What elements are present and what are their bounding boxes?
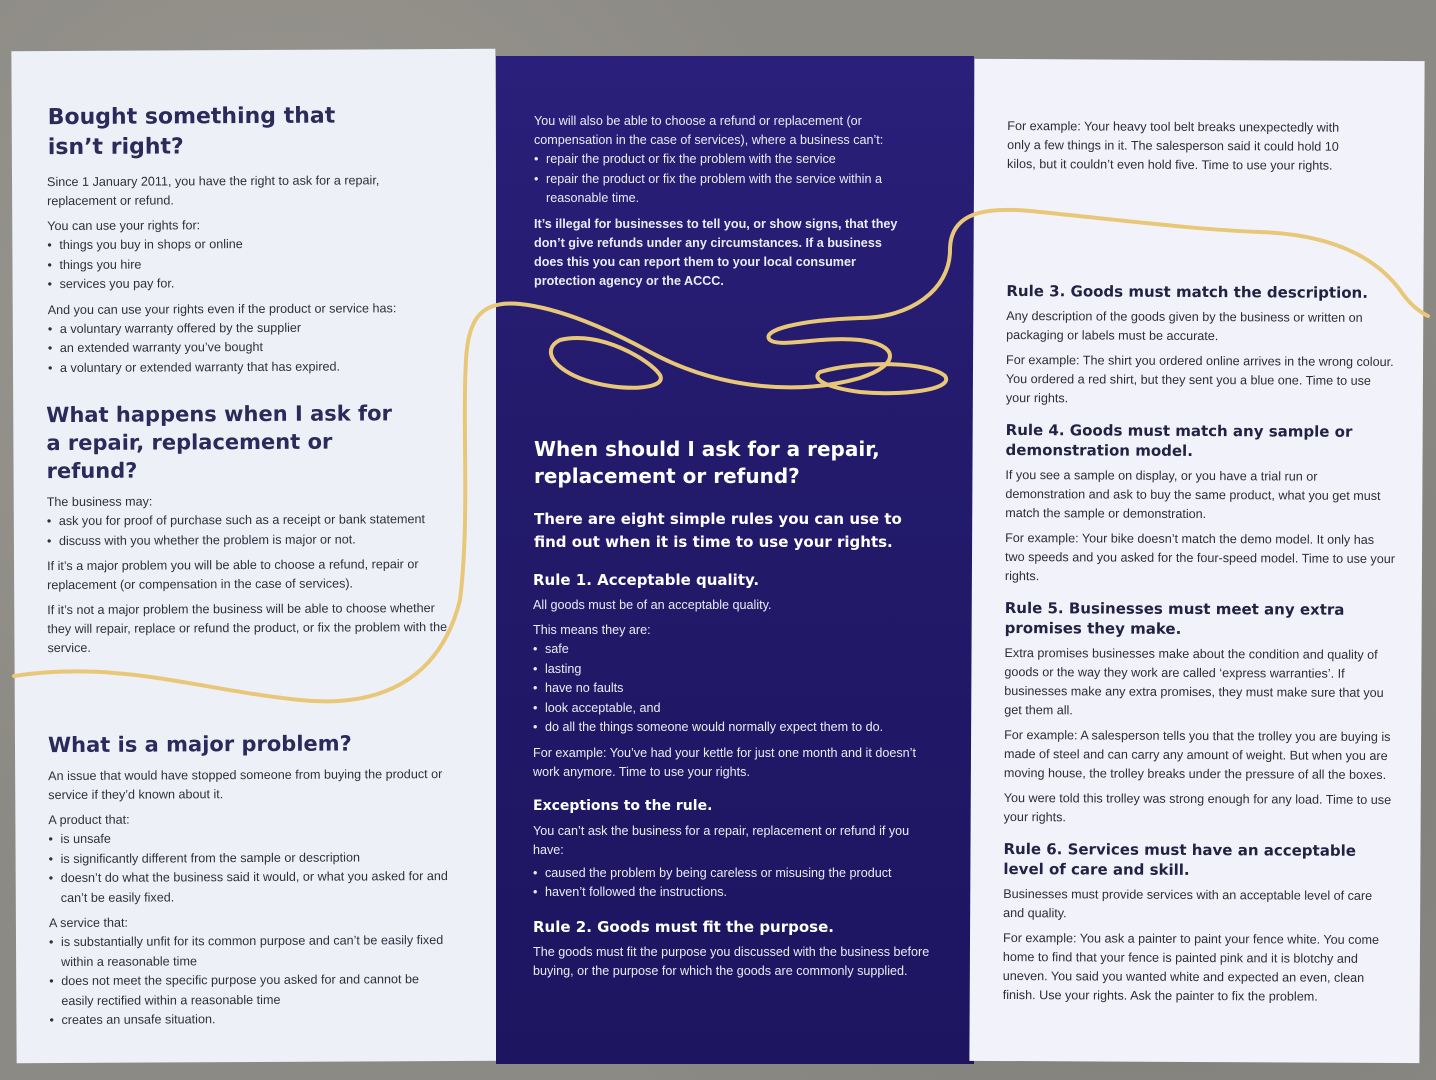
major-problem-text: If it’s a major problem you will be able to choose a refund, repair or replacement (or compensation in the case of services). xyxy=(47,557,419,593)
refund-choice-text: You will also be able to choose a refund or replacement (or compensation in the case of services), where a business can’t: xyxy=(534,114,884,147)
service-list xyxy=(49,931,450,1031)
rule-6-heading: Rule 6. Services must have an acceptable level of care and skill. xyxy=(1003,839,1356,879)
list-item: • caused the problem by being careless or misusing the product xyxy=(533,864,933,884)
exceptions-heading: Exceptions to the rule. xyxy=(533,797,713,814)
list-item: • is unsafe xyxy=(48,828,448,850)
exceptions-list xyxy=(533,864,933,903)
list-item: • lasting xyxy=(533,660,933,680)
warranty-text: And you can use your rights even if the product or service has: xyxy=(47,300,397,317)
rights-for-list xyxy=(47,234,447,295)
list-item: • creates an unsafe situation. xyxy=(49,1009,449,1031)
heading-when-should: When should I ask for a repair, replacement or refund? xyxy=(534,437,880,488)
middle-panel xyxy=(496,56,974,1064)
list-item: • is significantly different from the sample or description xyxy=(49,847,449,869)
rights-for-text: You can use your rights for: xyxy=(47,218,201,234)
list-item: • repair the product or fix the problem with the service within a reasonable time. xyxy=(534,170,914,209)
description-text: Any description of the goods given by the business or written on packaging or labels must be accurate. xyxy=(1006,308,1363,344)
warranty-list xyxy=(48,317,448,378)
trolley-example-text: For example: A salesperson tells you that the trolley you are buying is made of steel and can carry any amount of weight. But when you are moving house, the trolley breaks under the pressure of all the boxes. xyxy=(1003,727,1391,782)
means-text: This means they are: xyxy=(533,623,651,637)
rule-4-heading: Rule 4. Goods must match any sample or demonstration model. xyxy=(1005,420,1353,460)
rule-2-heading: Rule 2. Goods must fit the purpose. xyxy=(533,917,834,936)
list-item: • things you hire xyxy=(47,253,447,275)
list-item: • look acceptable, and xyxy=(533,699,933,719)
business-may-list xyxy=(47,510,457,551)
rule-3-heading: Rule 3. Goods must match the description. xyxy=(1006,281,1368,302)
heading-what-happens: What happens when I ask for a repair, replacement or refund? xyxy=(46,401,392,484)
acceptable-quality-text: All goods must be of an acceptable quality. xyxy=(533,598,772,612)
right-panel xyxy=(969,59,1424,1063)
major-definition-text: An issue that would have stopped someone from buying the product or service if they’d known about it. xyxy=(48,767,443,803)
trolley-load-text: You were told this trolley was strong enough for any load. Time to use your rights. xyxy=(1003,790,1392,825)
list-item: • a voluntary or extended warranty that has expired. xyxy=(48,356,448,378)
heading-eight-rules: There are eight simple rules you can use to find out when it is time to use your rights. xyxy=(534,510,902,551)
sample-text: If you see a sample on display, or you have a trial run or demonstration and ask to buy the same product, what you get must match the sample or demonstration. xyxy=(1005,467,1381,522)
list-item: • have no faults xyxy=(533,679,933,699)
quality-list xyxy=(533,640,933,738)
intro-text: Since 1 January 2011, you have the right to ask for a repair, replacement or refund. xyxy=(47,173,380,209)
cant-list xyxy=(534,150,914,209)
left-panel xyxy=(11,49,500,1064)
business-may-text: The business may: xyxy=(46,494,153,510)
exceptions-text: You can’t ask the business for a repair, replacement or refund if you have: xyxy=(533,823,910,857)
product-that-text: A product that: xyxy=(48,812,130,828)
list-item: • repair the product or fix the problem with the service xyxy=(534,150,914,170)
painter-example-text: For example: You ask a painter to paint your fence white. You come home to find that your fence is painted pink and it is blotchy and uneven. You said you wanted white and expected an even, clean finish. Use your rights. Ask the painter to fix the problem. xyxy=(1002,930,1380,1004)
illegal-text: It’s illegal for businesses to tell you, or show signs, that they don’t give refunds under any circumstances. If a business does this you can report them to your local consumer protection agency or the ACCC. xyxy=(534,216,898,288)
list-item: • services you pay for. xyxy=(48,273,448,295)
kettle-example-text: For example: You’ve had your kettle for just one month and it doesn’t work anymore. Time to use your rights. xyxy=(533,745,916,779)
list-item: • do all the things someone would normally expect them to do. xyxy=(533,718,933,738)
tool-belt-example-text: For example: Your heavy tool belt breaks unexpectedly with only a few things in it. The salesperson said it could hold 10 kilos, but it couldn’t even hold five. Time to use your rights. xyxy=(1007,119,1340,173)
list-item: • things you buy in shops or online xyxy=(47,234,447,256)
service-that-text: A service that: xyxy=(48,915,129,931)
list-item: • a voluntary warranty offered by the supplier xyxy=(48,317,448,339)
list-item: • an extended warranty you’ve bought xyxy=(48,337,448,359)
list-item: • is substantially unfit for its common purpose and can’t be easily fixed within a reasonable time xyxy=(49,931,449,972)
not-major-text: If it’s not a major problem the business will be able to choose whether they will repair, replace or refund the product, or fix the problem with the service. xyxy=(47,601,448,656)
list-item: • safe xyxy=(533,640,933,660)
heading-bought-something: Bought something that isn’t right? xyxy=(47,103,336,161)
list-item: • discuss with you whether the problem is major or not. xyxy=(47,529,457,551)
care-skill-text: Businesses must provide services with an acceptable level of care and quality. xyxy=(1003,886,1373,921)
rule-1-heading: Rule 1. Acceptable quality. xyxy=(533,571,760,589)
heading-major-problem: What is a major problem? xyxy=(47,731,352,758)
bike-example-text: For example: Your bike doesn’t match the demo model. It only has two speeds and you asked for the four-speed model. Time to use your rights. xyxy=(1004,530,1395,584)
rule-5-heading: Rule 5. Businesses must meet any extra promises they make. xyxy=(1004,598,1345,638)
list-item: • ask you for proof of purchase such as a receipt or bank statement xyxy=(47,510,457,532)
list-item: • haven’t followed the instructions. xyxy=(533,883,933,903)
list-item: • doesn’t do what the business said it would, or what you asked for and can’t be easily fixed. xyxy=(49,867,449,908)
fit-purpose-text: The goods must fit the purpose you discussed with the business before buying, or the purpose for which the goods are commonly supplied. xyxy=(533,944,930,978)
extra-promises-text: Extra promises businesses make about the condition and quality of goods or the way they work are called ‘express warranties’. If businesses make any extra promises, they must make sure that you get them all. xyxy=(1004,645,1384,718)
shirt-example-text: For example: The shirt you ordered online arrives in the wrong colour. You ordered a red shirt, but they sent you a blue one. Time to use your rights. xyxy=(1005,352,1394,406)
product-list xyxy=(48,828,448,908)
list-item: • does not meet the specific purpose you asked for and cannot be easily rectified within a reasonable time xyxy=(49,970,449,1011)
